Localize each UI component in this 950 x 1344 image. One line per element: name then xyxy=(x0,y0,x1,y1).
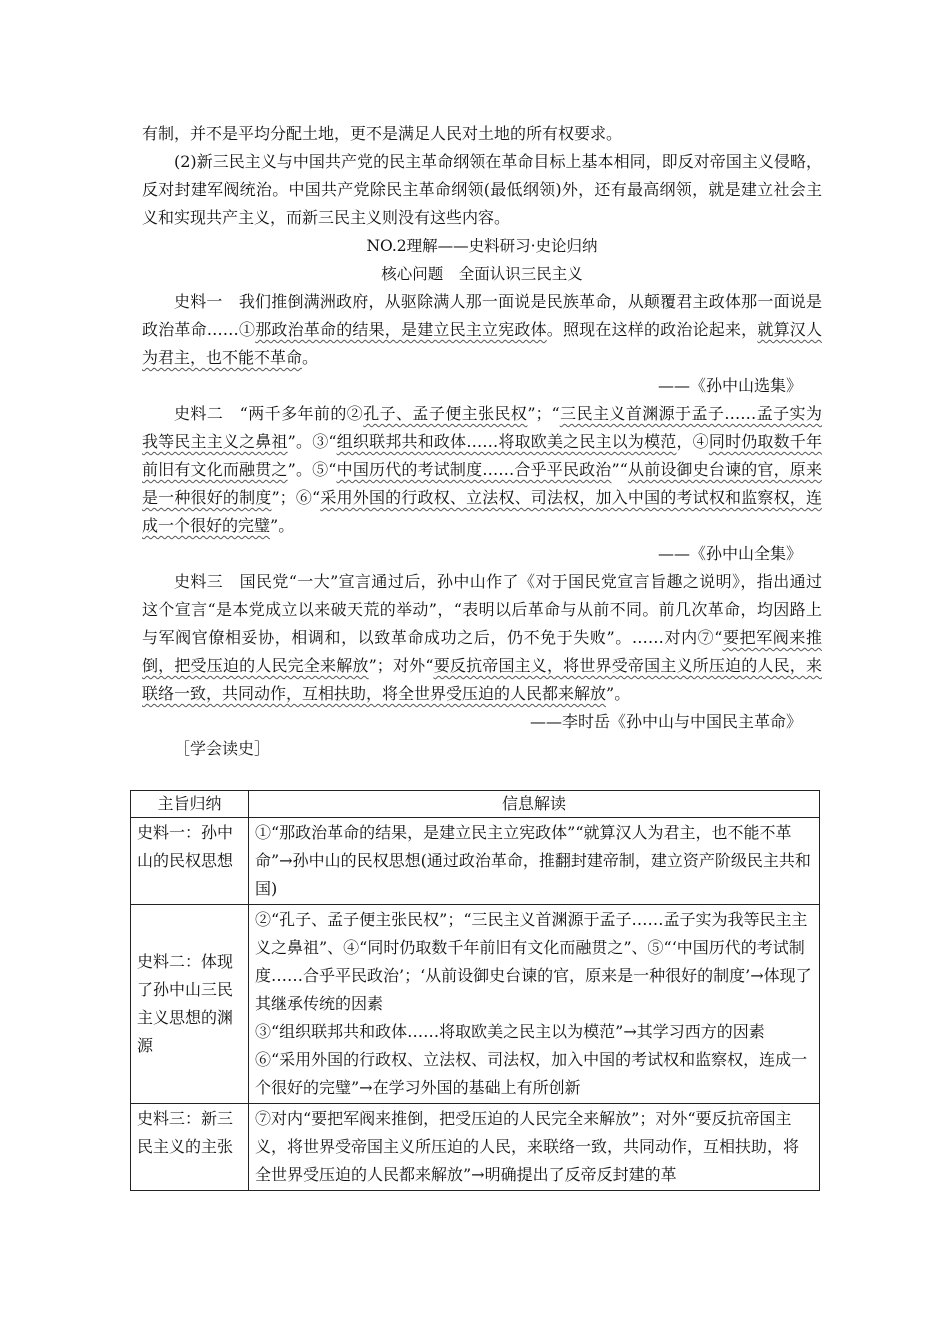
source-3-part: 国民党“一大”宣言通过后，孙中山作了《对于国民党宣言旨趣之说明》，指出通过这个宣言“是本党成立以来破天荒的举动”，“表明以后革命与从前不同。前几次革命，均因路上与军阀官僚相妥协，相调和，以致革命成功之后，仍不免于失败”。……对内⑦“ xyxy=(142,572,822,647)
source-1-text xyxy=(142,288,822,372)
source-2-part: ”“ xyxy=(611,460,628,479)
source-2-part: ”；⑥“ xyxy=(271,488,321,507)
source-1-part: 。照现在这样的政治论起来， xyxy=(546,320,758,339)
source-3-highlight: 要把军阀来推倒，把受压迫的人民完全来解放 xyxy=(142,628,822,675)
table-cell-info xyxy=(249,905,820,1104)
table-cell-topic: 史料二：体现了孙中山三民主义思想的渊源 xyxy=(131,905,249,1104)
table-header-topic: 主旨归纳 xyxy=(131,791,249,818)
info-line: ②“孔子、孟子便主张民权”；“三民主义首渊源于孟子……孟子实为我等民主主义之鼻祖”、④“同时仍取数千年前旧有文化而融贯之”、⑤“‘中国历代的考试制度……合乎平民政治’；‘从前设御史台谏的官，原来是一种很好的制度’→体现了其继承传统的因素 xyxy=(255,910,812,1013)
table-row xyxy=(131,1104,820,1191)
source-1-citation: ——《孙中山选集》 xyxy=(657,376,802,395)
source-3-part: ”；对外“ xyxy=(368,656,434,675)
source-2-part: ，④ xyxy=(676,432,709,451)
analysis-table xyxy=(130,790,820,1191)
section-subheading: 核心问题 全面认识三民主义 xyxy=(381,265,583,283)
table-cell-info xyxy=(249,818,820,905)
source-2-highlight: 采用外国的行政权、立法权、司法权，加入中国的考试权和监察权，连成一个很好的完璧 xyxy=(142,488,822,535)
learn-label: ［学会读史］ xyxy=(174,739,271,758)
section-heading: NO.2理解——史料研习·史论归纳 xyxy=(366,237,598,255)
table-header-info: 信息解读 xyxy=(249,791,820,818)
table-header-row xyxy=(131,791,820,818)
document-body xyxy=(142,120,822,762)
source-1-part: 我们推倒满洲政府，从驱除满人那一面说是民族革命，从颠覆君主政体那一面说是政治革命……① xyxy=(142,292,822,339)
source-2-part: ”。③“ xyxy=(287,432,337,451)
source-2-highlight: 同时仍取数千年前旧有文化而融贯之 xyxy=(142,432,822,479)
source-3-citation: ——李时岳《孙中山与中国民主革命》 xyxy=(529,712,802,731)
intro-line: 有制，并不是平均分配土地，更不是满足人民对土地的所有权要求。 xyxy=(142,124,623,143)
source-3-label: 史料三 xyxy=(174,572,240,591)
table-cell-info xyxy=(249,1104,820,1191)
source-3-highlight: 要反抗帝国主义，将世界受帝国主义所压迫的人民，来联络一致，共同动作，互相扶助，将全世界受压迫的人民都来解放 xyxy=(142,656,822,703)
intro-paragraph-2: (2)新三民主义与中国共产党的民主革命纲领在革命目标上基本相同，即反对帝国主义侵略，反对封建军阀统治。中国共产党除民主革命纲领(最低纲领)外，还有最高纲领，就是建立社会主义和实现共产主义，而新三民主义则没有这些内容。 xyxy=(142,152,822,227)
source-2-citation: ——《孙中山全集》 xyxy=(657,544,802,563)
source-2-highlight: 孔子、孟子便主张民权 xyxy=(363,404,528,423)
source-3-part: ”。 xyxy=(606,684,631,703)
table-row xyxy=(131,818,820,905)
source-2-part: ”。 xyxy=(270,516,295,535)
table-row xyxy=(131,905,820,1104)
source-2-part: ”；“ xyxy=(527,404,560,423)
table-cell-topic: 史料三：新三民主义的主张 xyxy=(131,1104,249,1191)
info-line: ⑥“采用外国的行政权、立法权、司法权，加入中国的考试权和监察权，连成一个很好的完璧”→在学习外国的基础上有所创新 xyxy=(255,1050,808,1097)
source-1-label: 史料一 xyxy=(174,292,239,311)
source-2-label: 史料二 xyxy=(174,404,240,423)
info-line: ①“那政治革命的结果，是建立民主立宪政体”“就算汉人为君主，也不能不革命”→孙中山的民权思想(通过政治革命，推翻封建帝制，建立资产阶级民主共和国) xyxy=(255,823,811,898)
source-2-highlight: 中国历代的考试制度……合乎平民政治 xyxy=(336,460,612,479)
source-2-part: “两千多年前的② xyxy=(239,404,364,423)
source-2-text xyxy=(142,400,822,540)
source-2-highlight: 三民主义首渊源于孟子……孟子实为我等民主主义之鼻祖 xyxy=(142,404,822,451)
source-2-highlight: 从前设御史台谏的官，原来是一种很好的制度 xyxy=(142,460,822,507)
info-line: ③“组织联邦共和政体……将取欧美之民主以为模范”→其学习西方的因素 xyxy=(255,1022,765,1041)
source-1-part: 。 xyxy=(302,348,319,367)
info-line: ⑦对内“要把军阀来推倒，把受压迫的人民完全来解放”；对外“要反抗帝国主义，将世界受帝国主义所压迫的人民，来联络一致，共同动作，互相扶助，将全世界受压迫的人民都来解放”→明确提出了反帝反封建的革 xyxy=(255,1109,800,1184)
source-3-text xyxy=(142,568,822,708)
table-cell-topic: 史料一：孙中山的民权思想 xyxy=(131,818,249,905)
source-1-highlight: 就算汉人为君主，也不能不革命 xyxy=(142,320,822,367)
source-1-highlight: 那政治革命的结果，是建立民主立宪政体 xyxy=(255,320,547,339)
source-2-highlight: 组织联邦共和政体……将取欧美之民主以为模范 xyxy=(336,432,677,451)
source-2-part: ”。⑤“ xyxy=(287,460,337,479)
